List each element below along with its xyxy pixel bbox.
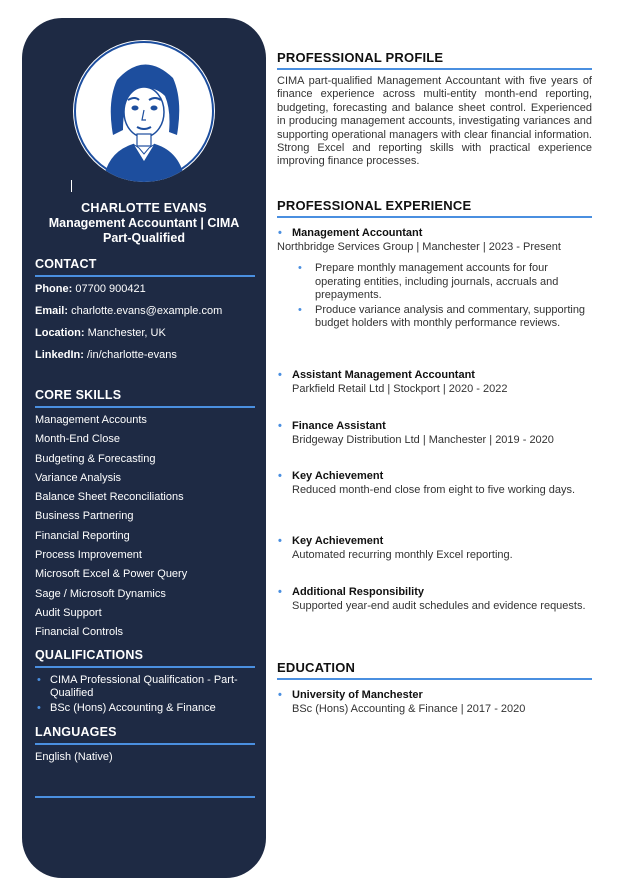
skill-item: Microsoft Excel & Power Query — [35, 568, 188, 581]
skill-item: Sage / Microsoft Dynamics — [35, 587, 166, 600]
text-cursor — [71, 180, 72, 192]
job-description: Reduced month-end close from eight to five working days. — [292, 484, 576, 496]
skill-item: Variance Analysis — [35, 471, 122, 484]
candidate-title: Management Accountant | CIMA Part-Qualified — [48, 216, 240, 245]
education-heading: EDUCATION — [277, 660, 592, 680]
location-label: Location: — [35, 327, 85, 339]
job-title: • Assistant Management Accountant — [277, 368, 592, 382]
skill-item: Financial Reporting — [35, 529, 130, 542]
qualifications-heading: QUALIFICATIONS — [35, 648, 255, 668]
skill-item: Audit Support — [35, 606, 102, 619]
skill-item: Management Accounts — [35, 414, 147, 426]
experience-heading: PROFESSIONAL EXPERIENCE — [277, 198, 592, 218]
contact-heading: CONTACT — [35, 257, 255, 277]
qualifications-list — [35, 674, 257, 717]
job-entry — [277, 585, 592, 613]
qualification-item: • BSc (Hons) Accounting & Finance — [35, 702, 257, 715]
phone-label: Phone: — [35, 283, 73, 295]
job-subtitle: Parkfield Retail Ltd | Stockport | 2020 - 2022 — [292, 383, 508, 395]
job-description: Supported year-end audit schedules and evidence requests. — [292, 600, 586, 612]
phone-value: 07700 900421 — [75, 283, 146, 295]
profile-text: CIMA part-qualified Management Accountant with five years of finance experience across multi-entity month-end reporting, budgeting, forecasting and balance sheet control. Experienced in producing management accounts, investigating variances and supporting operational managers with clear financial information. Strong Excel and reporting skills with practical experience improving finance processes. — [277, 75, 592, 168]
job-bullet: • Prepare monthly management accounts for four operating entities, including journals, accruals and prepayments. — [292, 262, 592, 303]
linkedin-value[interactable]: /in/charlotte-evans — [86, 349, 177, 361]
skill-item: Balance Sheet Reconciliations — [35, 491, 184, 504]
job-bullet: • Produce variance analysis and commentary, supporting budget holders with monthly performance reviews. — [292, 304, 592, 331]
skill-item: Business Partnering — [35, 510, 134, 523]
skill-item: Financial Controls — [35, 626, 124, 639]
contact-location — [35, 327, 166, 339]
job-subtitle: Northbridge Services Group | Manchester | 2023 - Present — [277, 241, 561, 253]
skill-item: Month-End Close — [35, 433, 120, 446]
qualification-item: • CIMA Professional Qualification - Part-Qualified — [35, 674, 257, 700]
skill-item: Budgeting & Forecasting — [35, 452, 156, 465]
job-title: • Key Achievement — [277, 534, 592, 548]
profile-heading: PROFESSIONAL PROFILE — [277, 50, 592, 70]
job-entry — [277, 469, 592, 497]
job-subtitle: Automated recurring monthly Excel reporting. — [292, 549, 513, 561]
avatar — [73, 40, 215, 182]
job-entry — [277, 419, 592, 447]
contact-phone — [35, 283, 146, 295]
portrait-illustration — [73, 40, 215, 182]
job-entry — [277, 368, 592, 396]
languages-heading: LANGUAGES — [35, 725, 255, 745]
education-entry — [277, 688, 592, 716]
job-entry — [277, 226, 592, 254]
job-title: • Additional Responsibility — [277, 585, 592, 599]
skills-list — [35, 411, 187, 643]
language-item: English (Native) — [35, 751, 113, 763]
degree-detail: BSc (Hons) Accounting & Finance | 2017 - 2020 — [292, 703, 526, 715]
job-subtitle: Bridgeway Distribution Ltd | Manchester | 2019 - 2020 — [292, 434, 554, 446]
email-value[interactable]: charlotte.evans@example.com — [71, 305, 223, 317]
skills-heading: CORE SKILLS — [35, 388, 255, 408]
skill-item: Process Improvement — [35, 549, 142, 562]
job-bullets — [292, 262, 592, 332]
job-title: • Key Achievement — [277, 469, 592, 483]
linkedin-label: LinkedIn: — [35, 349, 84, 361]
job-title: • Management Accountant — [277, 226, 592, 240]
job-title: • Finance Assistant — [277, 419, 592, 433]
location-value: Manchester, UK — [87, 327, 166, 339]
candidate-name: CHARLOTTE EVANS — [81, 201, 207, 215]
sidebar-divider — [35, 796, 255, 798]
sidebar — [22, 18, 266, 878]
email-label: Email: — [35, 305, 69, 317]
contact-linkedin — [35, 349, 177, 361]
school-name: • University of Manchester — [277, 688, 592, 702]
job-entry — [277, 534, 592, 562]
contact-email — [35, 305, 222, 317]
